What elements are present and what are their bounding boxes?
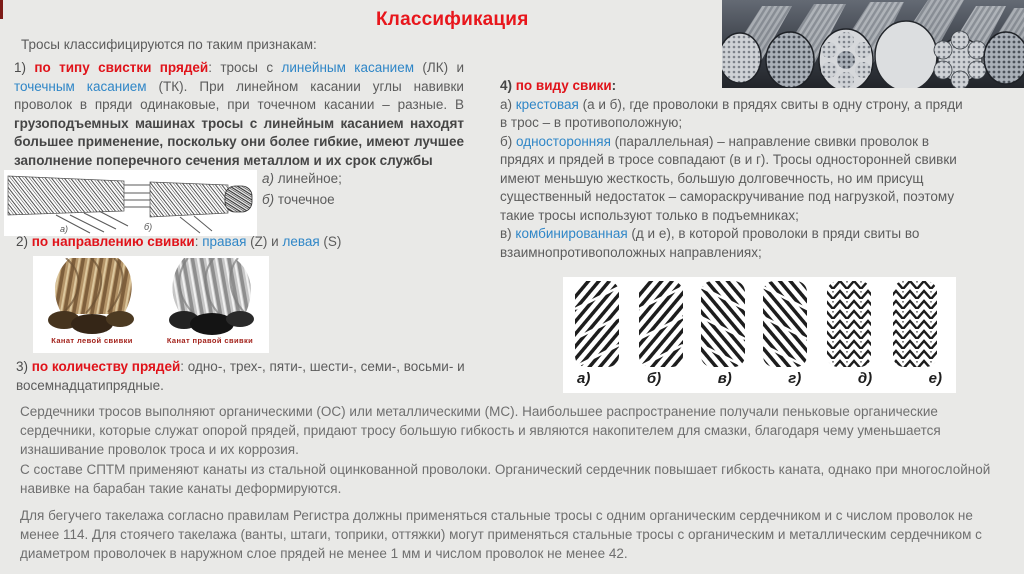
item3-text: : одно-, трех-, пяти-, шести-, семи-, восьми- и восемнадцатипрядные. [16, 359, 465, 393]
item4-heading: по виду свики [515, 78, 612, 93]
paragraph-cores: Сердечники тросов выполняют органическими (ОС) или металлическими (МС). Наибольшее распространение получали пеньковые органические сердечники, которые служат опорой прядей, придают тросу большую гибкость и являются накопителем для смазки, благодаря чему уменьшается изнашивание проволок троса и их коррозия. [20, 404, 941, 457]
fig1-label-b: б) [144, 222, 153, 232]
paragraph-registry: Для бегучего такелажа согласно правилам Регистра должны применяться стальные тросы с одним органическим сердечником и с числом проволок не менее 114. Для стоячего такелажа (ванты, штаги, топрики, оттяжки) могут применяться стальные тросы с органическим и металлическим сердечником с диаметром проволочек в наружном слое прядей не менее 1 мм и числом проволок не менее 42. [20, 508, 982, 561]
lay-kinds-labels [563, 370, 956, 387]
rope-g [763, 281, 807, 367]
item1-text-bold: грузоподъемных машинах тросы с линейным касанием находят большее применение, поскольку они более гибкие, имеют лучшее заполнение поперечного сечения металлом и их срок службы [14, 115, 464, 168]
classification-item-2 [16, 233, 476, 252]
keyword-cross-lay: крестовая [515, 96, 579, 112]
strand-drawing [4, 170, 257, 236]
rope-b [639, 281, 683, 367]
page-title: Классификация [376, 9, 529, 30]
rope-label: в) [717, 370, 732, 387]
item4v-prefix: в) [500, 226, 516, 241]
item1-number: 1) [14, 60, 35, 75]
item4a-prefix: а) [500, 96, 516, 112]
photo-rope-cross-sections [722, 0, 1024, 88]
item4a-text: (а и б), где проволоки в прядях свиты в одну строну, а пряди в трос – в противоположную; [500, 96, 963, 130]
keyword-point-contact: точечным касанием [14, 78, 147, 94]
fig1-label-a: а) [60, 224, 69, 234]
item2-text-2: (Z) и [246, 234, 283, 249]
left-lay-caption: Канат левой свивки [51, 336, 133, 345]
keyword-one-side-lay: односторонняя [515, 133, 611, 149]
fig1-caption-b-letter: б) [262, 192, 275, 207]
rope-label: а) [577, 370, 591, 387]
item4b-text: (параллельная) – направление свивки проволок в прядях и прядей в тросе совпадают (в и г). Тросы односторонней свивки имеют меньшую жесткость, большую долговечность, но им присущ существенный недостаток – самораскручивание под нагрузкой, поэтому такие тросы используют только в подъемниках; [500, 133, 957, 223]
fig1-caption-a-text: линейное; [274, 171, 342, 186]
photo-left-lay-rope [33, 256, 151, 353]
figure-contact-types [4, 170, 257, 236]
classification-item-3 [16, 358, 476, 395]
rope-label: б) [646, 370, 662, 387]
classification-item-4 [500, 77, 968, 262]
right-lay-caption: Канат правой свивки [166, 336, 254, 345]
photo-right-lay-rope [151, 256, 269, 353]
item2-text-1: : [194, 234, 203, 249]
rope-a [575, 281, 619, 367]
left-lay-rope-image [36, 258, 148, 336]
item2-number: 2) [16, 234, 32, 249]
item4b-prefix: б) [500, 133, 516, 149]
cross-sections-image [722, 0, 1024, 88]
fig1-caption-a-letter: а) [262, 171, 275, 186]
item4-number: 4) [500, 78, 516, 93]
rope-e [893, 281, 937, 367]
intro-line: Тросы классифицируются по таким признакам: [21, 37, 317, 52]
paragraph-sptm: С составе СПТМ применяют канаты из стальной оцинкованной проволоки. Органический сердечник повышает гибкость каната, однако при многослойной навивке на барабан такие канаты деформируются. [20, 462, 991, 496]
keyword-linear-contact: линейным касанием [281, 60, 415, 75]
lay-kinds-drawing [567, 279, 952, 369]
keyword-right-lay: правая [202, 234, 247, 249]
item2-text-3: (S) [319, 234, 342, 249]
item4-colon: : [611, 78, 617, 93]
figure-lay-direction-photos [33, 256, 269, 353]
item1-text-3: (ТК). При линейном касании углы навивки проволок в пряди одинаковые, при точечном касании – разные. В [14, 78, 464, 112]
right-lay-rope-image [154, 258, 266, 336]
item1-text-2: (ЛК) и [414, 60, 465, 75]
item3-number: 3) [16, 359, 32, 374]
keyword-left-lay: левая [282, 234, 320, 249]
item3-heading: по количеству прядей [31, 359, 181, 374]
rope-label: е) [928, 370, 942, 387]
item2-heading: по направлению свивки [31, 234, 195, 249]
item1-text-1: : тросы с [208, 60, 282, 75]
fig1-caption-a [262, 171, 342, 186]
fig1-caption-b [262, 192, 335, 207]
rope-label: д) [857, 370, 873, 387]
rope-v [701, 281, 745, 367]
slide-accent-mark [0, 0, 3, 19]
item1-heading: по типу свистки прядей [34, 60, 209, 75]
rope-d [827, 281, 871, 367]
item4v-text: (д и е), в которой проволоки в пряди свиты во взаимнопротивоположных направлениях; [500, 226, 920, 260]
fig1-caption-b-text: точечное [274, 192, 335, 207]
keyword-combined-lay: комбинированная [515, 226, 628, 241]
rope-label: г) [788, 370, 802, 387]
classification-item-1 [14, 59, 464, 170]
